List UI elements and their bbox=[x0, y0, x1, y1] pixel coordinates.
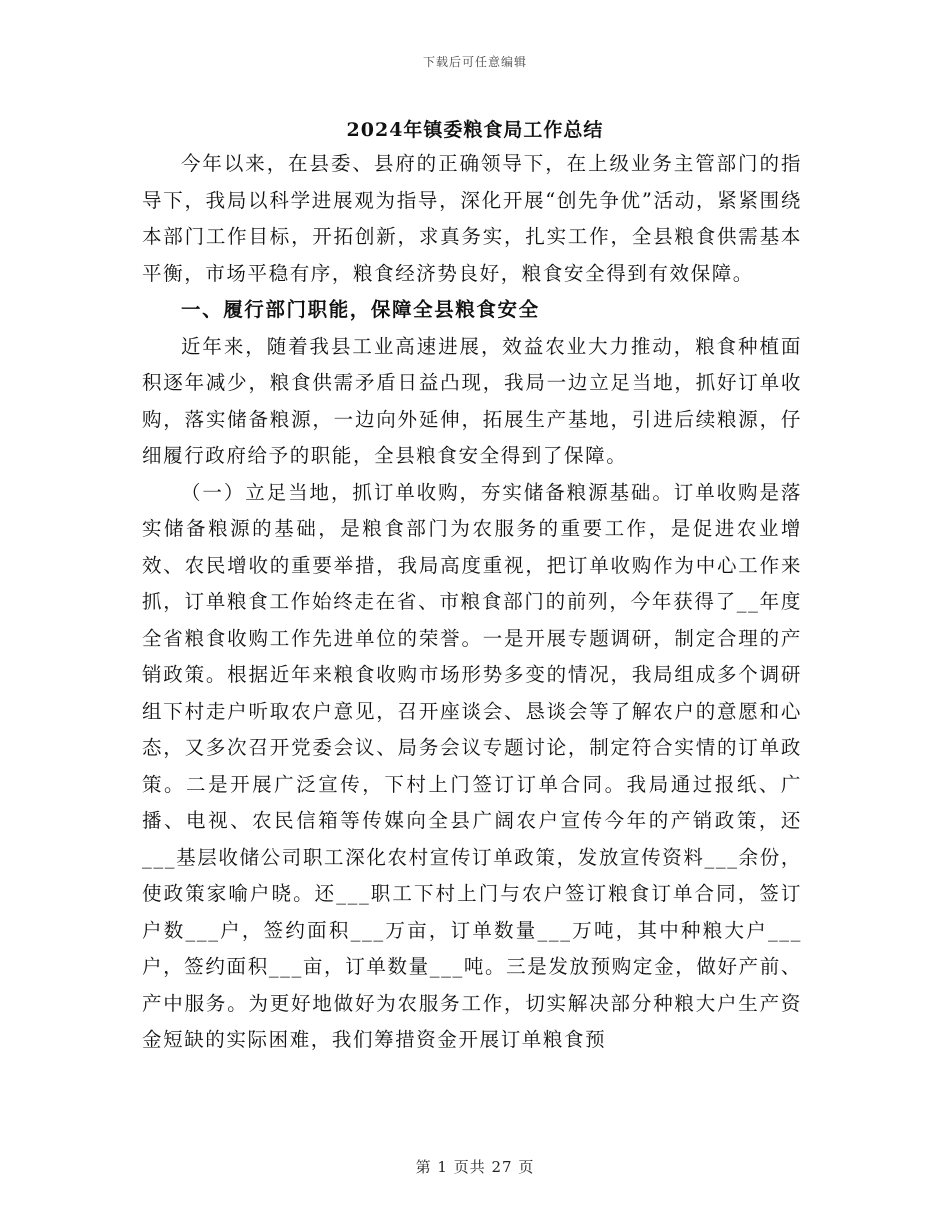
intro-paragraph: 今年以来，在县委、县府的正确领导下，在上级业务主管部门的指导下，我局以科学进展观为指导，深化开展“创先争优”活动，紧紧围绕本部门工作目标，开拓创新，求真务实，扎实工作，全县粮食供需基本平衡，市场平稳有序，粮食经济势良好，粮食安全得到有效保障。 bbox=[142, 152, 802, 285]
section-heading-1: 一、履行部门职能，保障全县粮食安全 bbox=[181, 298, 540, 321]
page-number-footer: 第 1 页共 27 页 bbox=[415, 1158, 535, 1176]
section-1-paragraph: 近年来，随着我县工业高速进展，效益农业大力推动，粮食种植面积逐年减少，粮食供需矛盾日益凸现，我局一边立足当地，抓好订单收购，落实储备粮源，一边向外延伸，拓展生产基地，引进后续粮源，仔细履行政府给予的职能，全县粮食安全得到了保障。 bbox=[142, 334, 802, 467]
subsection-1-paragraph: （一）立足当地，抓订单收购，夯实储备粮源基础。订单收购是落实储备粮源的基础，是粮食部门为农服务的重要工作，是促进农业增效、农民增收的重要举措，我局高度重视，把订单收购作为中心工作来抓，订单粮食工作始终走在省、市粮食部门的前列，今年获得了__年度全省粮食收购工作先进单位的荣誉。一是开展专题调研，制定合理的产销政策。根据近年来粮食收购市场形势多变的情况，我局组成多个调研组下村走户听取农户意见，召开座谈会、恳谈会等了解农户的意愿和心态，又多次召开党委会议、局务会议专题讨论，制定符合实情的订单政策。二是开展广泛宣传，下村上门签订订单合同。我局通过报纸、广播、电视、农民信箱等传媒向全县广阔农户宣传今年的产销政策，还___基层收储公司职工深化农村宣传订单政策，发放宣传资料___余份，使政策家喻户晓。还___职工下村上门与农户签订粮食订单合同，签订户数___户，签约面积___万亩，订单数量___万吨，其中种粮大户___户，签约面积___亩，订单数量___吨。三是发放预购定金，做好产前、产中服务。为更好地做好为农服务工作，切实解决部分种粮大户生产资金短缺的实际困难，我们筹措资金开展订单粮食预 bbox=[142, 480, 802, 1051]
page-header-note: 下载后可任意编辑 bbox=[422, 55, 527, 69]
document-body bbox=[142, 146, 802, 1059]
document-title: 2024年镇委粮食局工作总结 bbox=[346, 119, 604, 141]
